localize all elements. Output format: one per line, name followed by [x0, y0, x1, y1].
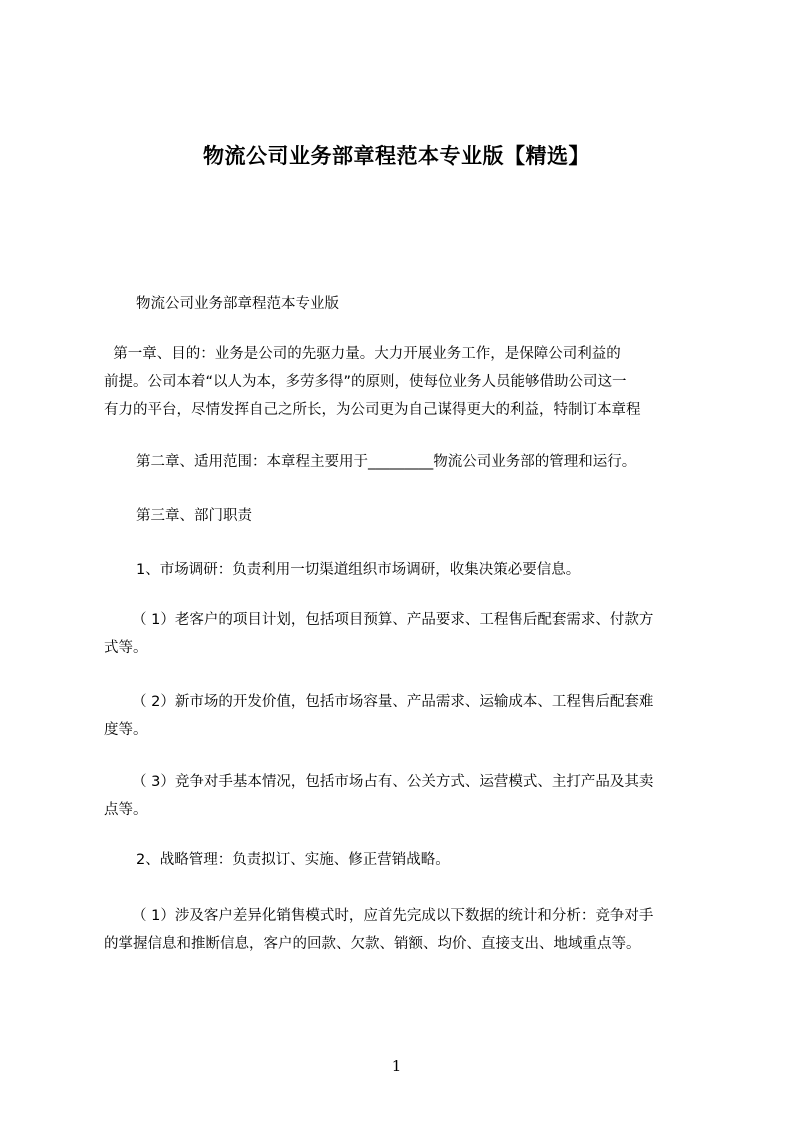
text-line: （ 1）老客户的项目计划，包括项目预算、产品要求、工程售后配套需求、付款方 — [132, 612, 654, 628]
paragraph-item-2 — [136, 846, 740, 874]
text-line: 第二章、适用范围：本章程主要用于_________物流公司业务部的管理和运行。 — [136, 454, 637, 470]
text-line: 物流公司业务部章程范本专业版 — [136, 296, 339, 312]
text-line: 第一章、目的：业务是公司的先驱力量。大力开展业务工作，是保障公司利益的 — [104, 346, 621, 362]
paragraph-item-1-1 — [104, 606, 708, 662]
text-line: 度等。 — [104, 722, 148, 738]
paragraph-chapter-1 — [104, 340, 708, 424]
paragraph-item-1-3 — [104, 768, 708, 824]
text-line: 有力的平台，尽情发挥自己之所长，为公司更为自己谋得更大的利益，特制订本章程 — [104, 402, 641, 418]
text-line: （ 2）新市场的开发价值，包括市场容量、产品需求、运输成本、工程售后配套难 — [132, 694, 654, 710]
document-subtitle — [136, 290, 740, 318]
text-line: （ 1）涉及客户差异化销售模式时，应首先完成以下数据的统计和分析：竞争对手 — [132, 908, 654, 924]
paragraph-item-1 — [136, 556, 740, 584]
page-title: 物流公司业务部章程范本专业版【精选】 — [203, 144, 590, 168]
text-line: 点等。 — [104, 802, 148, 818]
paragraph-chapter-3 — [136, 502, 740, 530]
paragraph-chapter-2 — [136, 448, 740, 476]
text-line: 第三章、部门职责 — [136, 508, 252, 524]
paragraph-item-1-2 — [104, 688, 708, 744]
text-line: 2、战略管理：负责拟订、实施、修正营销战略。 — [136, 852, 450, 868]
text-line: 式等。 — [104, 640, 148, 656]
text-line: 1、市场调研：负责利用一切渠道组织市场调研，收集决策必要信息。 — [136, 562, 581, 578]
text-line: 的掌握信息和推断信息，客户的回款、欠款、销额、均价、直接支出、地域重点等。 — [104, 936, 641, 952]
page-number: 1 — [391, 1057, 402, 1075]
text-line: 前提。公司本着“以人为本，多劳多得”的原则，使每位业务人员能够借助公司这一 — [104, 374, 627, 390]
text-line: （ 3）竞争对手基本情况，包括市场占有、公关方式、运营模式、主打产品及其卖 — [132, 774, 654, 790]
paragraph-item-2-1 — [104, 902, 708, 958]
